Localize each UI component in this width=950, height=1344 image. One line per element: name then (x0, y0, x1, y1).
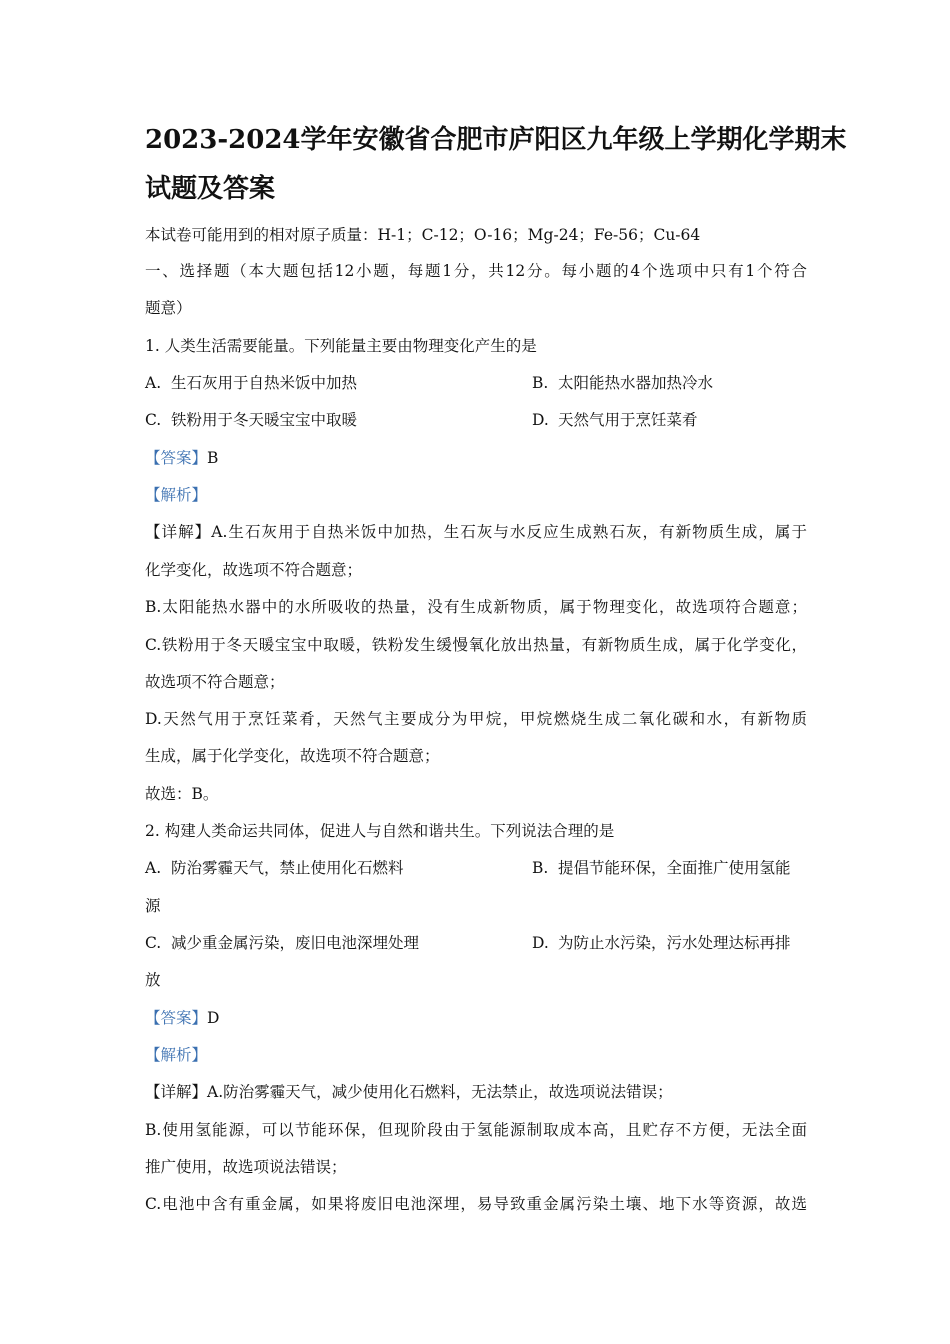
option-letter: A. (145, 374, 162, 392)
document-title-line-1: 2023-2024学年安徽省合肥市庐阳区九年级上学期化学期末 (145, 125, 847, 155)
option-text: 天然气用于烹饪菜肴 (558, 411, 698, 429)
detail-text: A.防治雾霾天气，减少使用化石燃料，无法禁止，故选项说法错误； (207, 1083, 673, 1101)
question-1-conclusion: 故选：B。 (145, 785, 219, 803)
question-2-option-a (145, 858, 404, 878)
section-heading-line-2: 题意） (145, 299, 192, 317)
option-text: 太阳能热水器加热冷水 (558, 374, 714, 392)
answer-value: B (207, 449, 219, 467)
option-letter: A. (145, 859, 162, 877)
option-text: 提倡节能环保，全面推广使用氢能 (558, 859, 791, 877)
option-text: 防治雾霾天气，禁止使用化石燃料 (171, 859, 404, 877)
question-2-option-d-wrap: 放 (145, 971, 161, 989)
question-1-analysis-label: 【解析】 (145, 486, 208, 504)
document-title-line-2: 试题及答案 (145, 174, 276, 204)
detail-label: 【详解】 (145, 523, 212, 541)
detail-label: 【详解】 (145, 1083, 208, 1101)
answer-value: D (207, 1009, 220, 1027)
question-1-option-c (145, 410, 357, 430)
question-1-detail-line-3: B.太阳能热水器中的水所吸收的热量，没有生成新物质，属于物理变化，故选项符合题意； (145, 598, 807, 616)
question-2-detail-line-1 (145, 1082, 673, 1102)
option-letter: B. (532, 859, 549, 877)
question-2-option-b (532, 858, 791, 878)
question-2-option-b-wrap: 源 (145, 897, 161, 915)
question-1-detail-line-2: 化学变化，故选项不符合题意； (145, 561, 363, 579)
option-letter: B. (532, 374, 549, 392)
question-2-answer (145, 1008, 219, 1028)
option-text: 生石灰用于自热米饭中加热 (171, 374, 358, 392)
question-1-option-a (145, 373, 357, 393)
question-1-option-b (532, 373, 713, 393)
question-2-detail-line-3: 推广使用，故选项说法错误； (145, 1158, 347, 1176)
question-1-detail-line-5: 故选项不符合题意； (145, 673, 285, 691)
section-heading-line-1: 一、选择题（本大题包括12小题，每题1分，共12分。每小题的4个选项中只有1个符合 (145, 262, 807, 280)
option-text: 减少重金属污染，废旧电池深埋处理 (171, 934, 420, 952)
question-1-stem: 1. 人类生活需要能量。下列能量主要由物理变化产生的是 (145, 337, 537, 355)
question-1-detail-line-4: C.铁粉用于冬天暖宝宝中取暖，铁粉发生缓慢氧化放出热量，有新物质生成，属于化学变化， (145, 636, 807, 654)
option-letter: D. (532, 934, 549, 952)
option-letter: C. (145, 411, 162, 429)
question-2-detail-line-4: C.电池中含有重金属，如果将废旧电池深埋，易导致重金属污染土壤、地下水等资源，故选 (145, 1195, 807, 1213)
option-letter: C. (145, 934, 162, 952)
question-1-detail-line-1 (145, 522, 807, 542)
question-1-option-d (532, 410, 698, 430)
question-1-detail-line-7: 生成，属于化学变化，故选项不符合题意； (145, 747, 440, 765)
option-letter: D. (532, 411, 549, 429)
answer-label: 【答案】 (145, 1009, 208, 1027)
option-text: 铁粉用于冬天暖宝宝中取暖 (171, 411, 358, 429)
question-1-answer (145, 448, 218, 468)
question-1-detail-line-6: D.天然气用于烹饪菜肴，天然气主要成分为甲烷，甲烷燃烧生成二氧化碳和水，有新物质 (145, 710, 807, 728)
detail-text: A.生石灰用于自热米饭中加热，生石灰与水反应生成熟石灰，有新物质生成，属于 (211, 523, 807, 541)
question-2-stem: 2. 构建人类命运共同体，促进人与自然和谐共生。下列说法合理的是 (145, 822, 615, 840)
question-2-option-d (532, 933, 791, 953)
answer-label: 【答案】 (145, 449, 208, 467)
question-2-analysis-label: 【解析】 (145, 1046, 208, 1064)
atomic-mass-note: 本试卷可能用到的相对原子质量：H-1；C-12；O-16；Mg-24；Fe-56；Cu-64 (145, 226, 701, 244)
question-2-detail-line-2: B.使用氢能源，可以节能环保，但现阶段由于氢能源制取成本高，且贮存不方便，无法全面 (145, 1121, 807, 1139)
option-text: 为防止水污染，污水处理达标再排 (558, 934, 791, 952)
question-2-option-c (145, 933, 419, 953)
